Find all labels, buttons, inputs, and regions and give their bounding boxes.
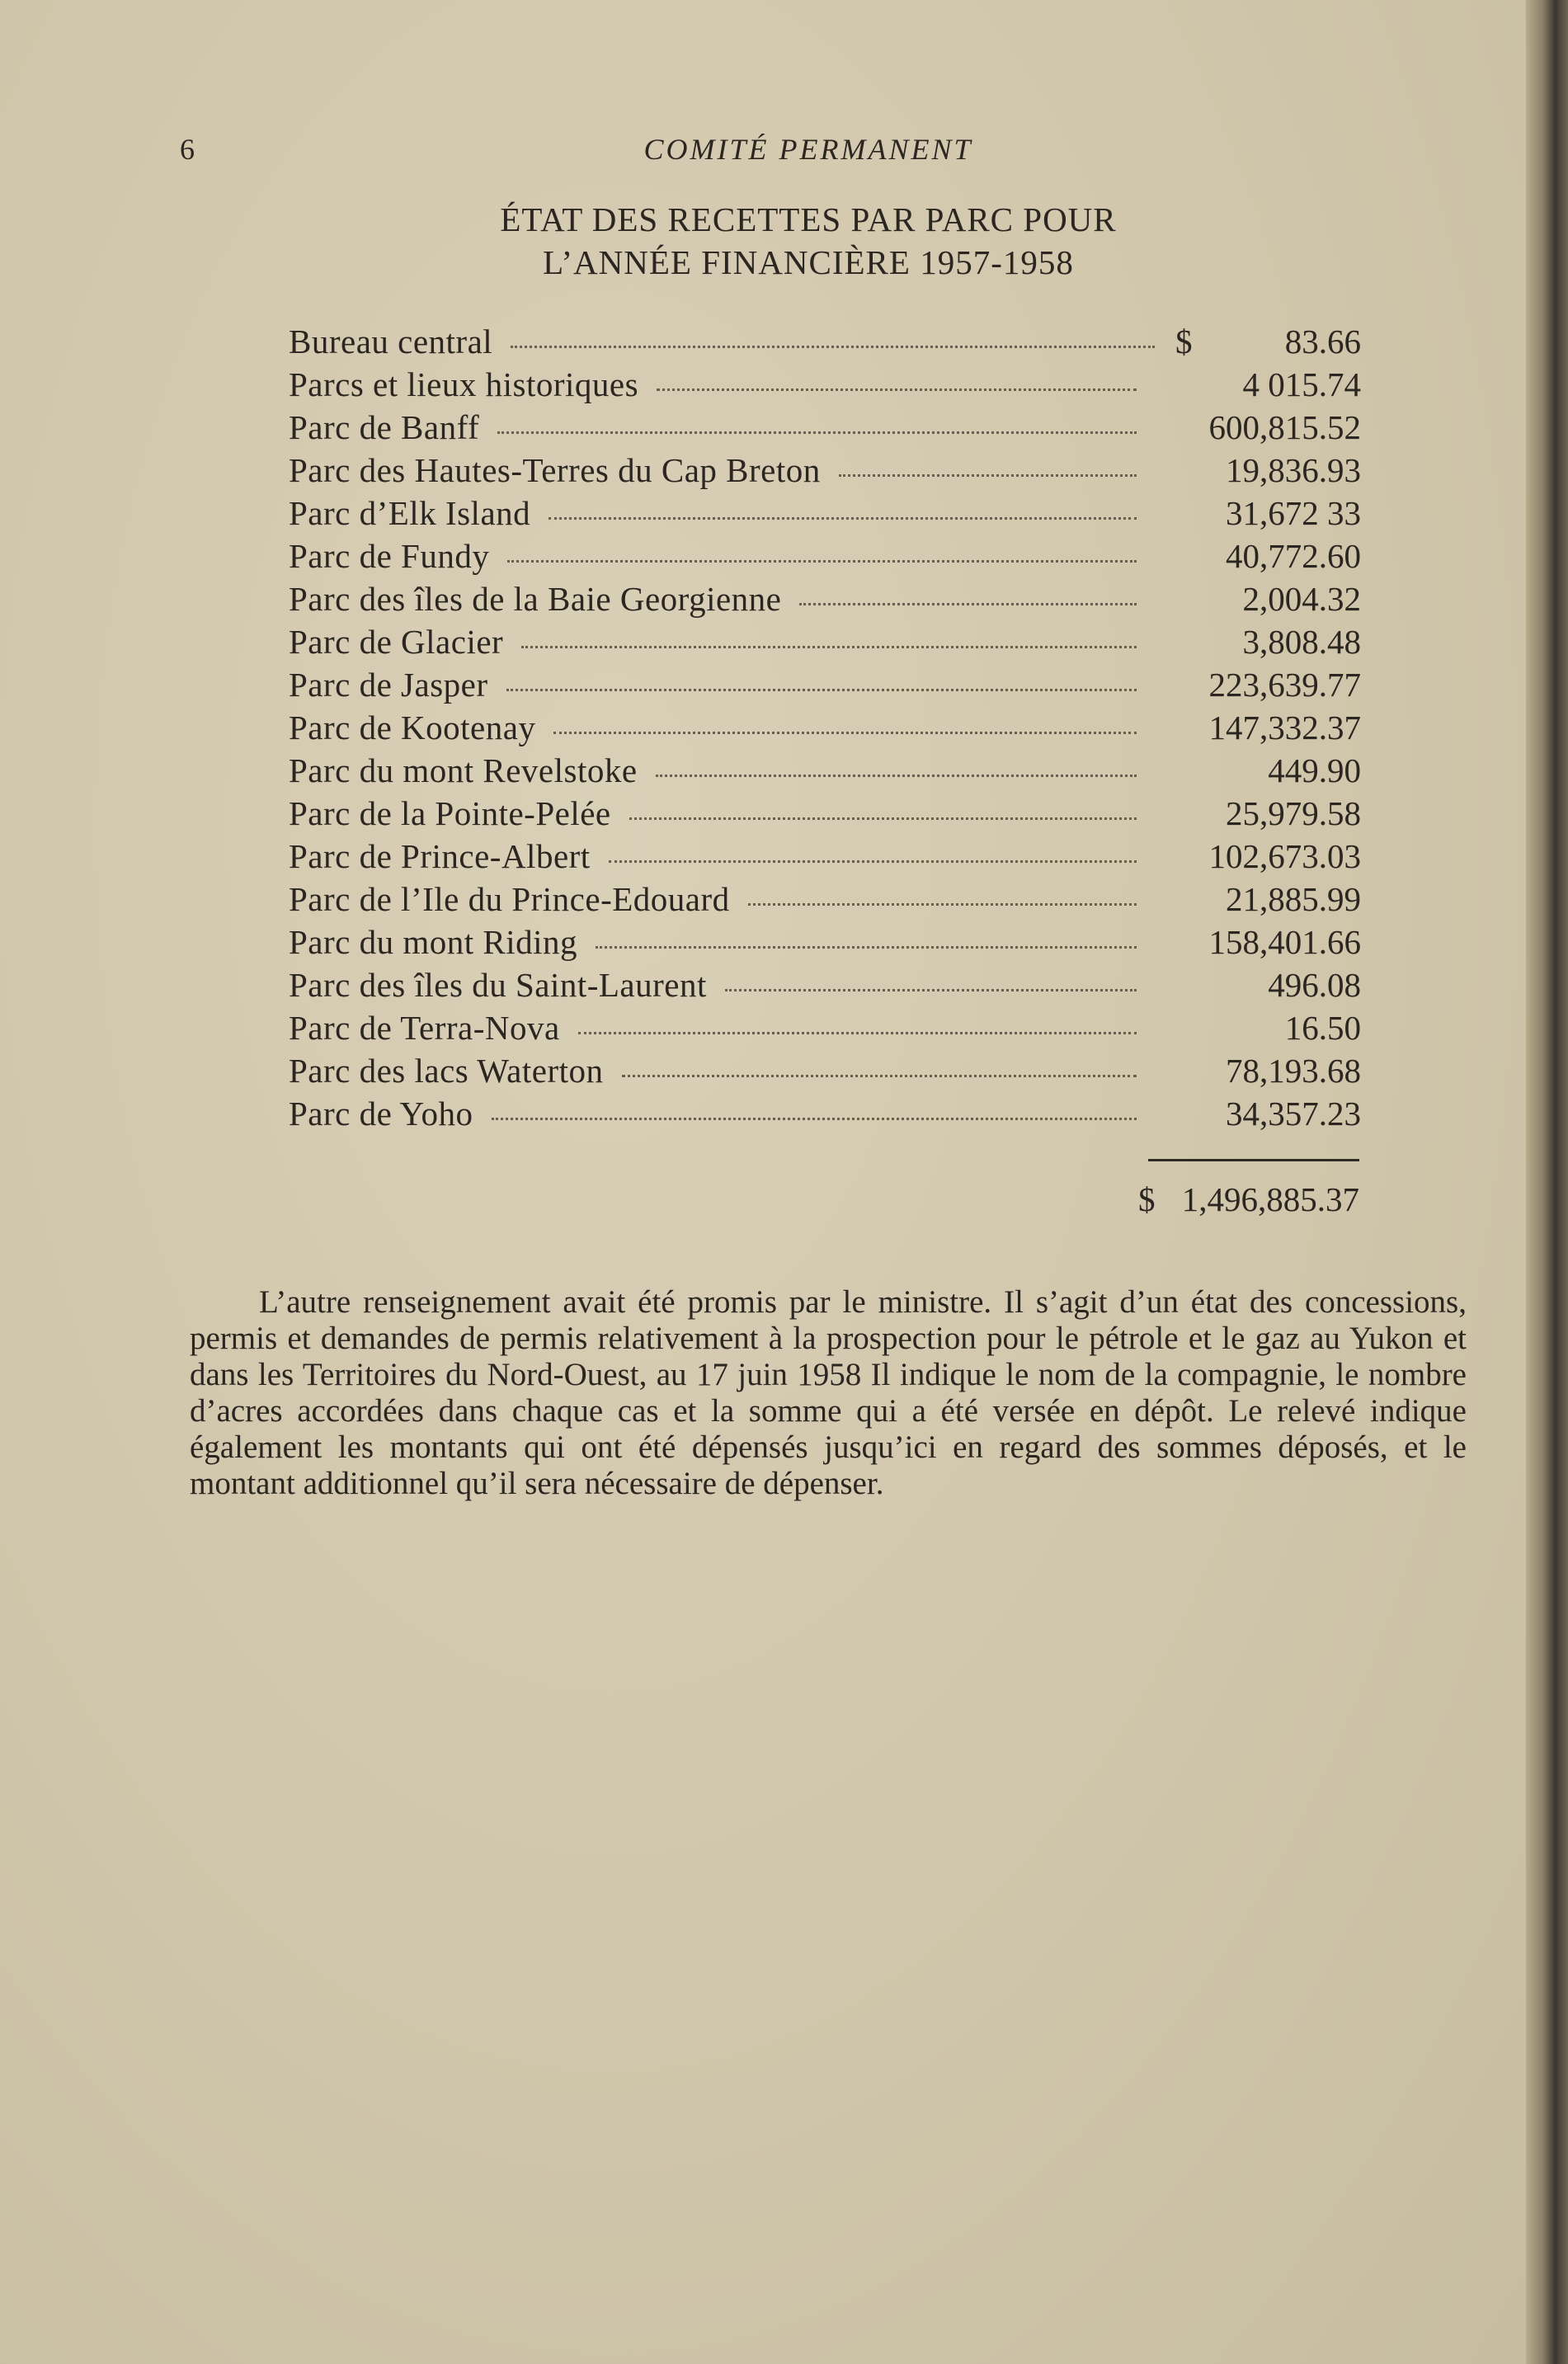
row-amount: 600,815.52 <box>1208 408 1361 446</box>
row-label: Parc de Jasper <box>289 666 488 704</box>
table-row <box>289 963 1361 1006</box>
row-label: Parc des îles de la Baie Georgienne <box>289 580 782 618</box>
row-amount: 449.90 <box>1268 751 1361 789</box>
table-row <box>289 706 1361 749</box>
row-amount: 102,673.03 <box>1208 837 1361 875</box>
row-label: Parc de la Pointe-Pelée <box>289 794 611 832</box>
table-row <box>289 492 1361 534</box>
total-rule <box>1148 1159 1359 1161</box>
page-number: 6 <box>180 133 195 166</box>
table-row <box>289 363 1361 406</box>
row-amount: 19,836.93 <box>1226 451 1361 489</box>
row-label: Parc d’Elk Island <box>289 494 531 532</box>
table-row <box>289 620 1361 663</box>
row-label: Parc de Fundy <box>289 537 490 575</box>
table-row <box>289 792 1361 835</box>
row-amount: 25,979.58 <box>1226 794 1361 832</box>
row-label: Parc de l’Ile du Prince-Edouard <box>289 880 730 918</box>
dot-leader <box>622 1075 1137 1077</box>
receipts-table <box>289 320 1361 1135</box>
row-label: Parc du mont Riding <box>289 923 578 961</box>
row-amount: 21,885.99 <box>1226 880 1361 918</box>
dot-leader <box>657 389 1137 391</box>
dot-leader <box>748 903 1137 906</box>
running-head: COMITÉ PERMANENT <box>643 133 973 166</box>
dot-leader <box>596 946 1137 949</box>
dot-leader <box>497 431 1137 434</box>
row-amount: 496.08 <box>1268 966 1361 1004</box>
dot-leader <box>507 560 1137 563</box>
table-row <box>289 749 1361 792</box>
row-label: Parcs et lieux historiques <box>289 365 639 403</box>
row-amount: 158,401.66 <box>1208 923 1361 961</box>
row-label: Parc de Yoho <box>289 1095 473 1133</box>
row-label: Parc de Terra-Nova <box>289 1009 560 1047</box>
row-label: Parc des îles du Saint-Laurent <box>289 966 707 1004</box>
row-amount: 223,639.77 <box>1208 666 1361 704</box>
row-label: Parc de Kootenay <box>289 709 536 746</box>
dot-leader <box>725 989 1137 991</box>
row-amount: 2,004.32 <box>1242 580 1361 618</box>
total-amount: 1,496,885.37 <box>1181 1180 1359 1218</box>
body-paragraph: L’autre renseignement avait été promis par le ministre. Il s’agit d’un état des concessions, permis et demandes de permis relativement à la prospection pour le pétrole et le gaz au Yukon et dans les Territoires du Nord-Ouest, au 17 juin 1958 Il indique le nom de la compagnie, le nombre d’acres accordées dans chaque cas et la somme qui a été versée en dépôt. Le relevé indique également les montants qui ont été dépensés jusqu’ici en regard des sommes déposés, et le montant additionnel qu’il sera nécessaire de dépenser. <box>190 1284 1467 1501</box>
table-row <box>289 449 1361 492</box>
row-amount: 3,808.48 <box>1242 623 1361 661</box>
dot-leader <box>521 646 1137 648</box>
book-binding-edge <box>1526 0 1568 2364</box>
row-label: Parc des lacs Waterton <box>289 1052 604 1090</box>
table-row <box>289 406 1361 449</box>
dot-leader <box>609 860 1137 863</box>
table-row <box>289 1049 1361 1092</box>
table-row <box>289 320 1361 363</box>
table-row <box>289 835 1361 878</box>
row-label: Parc de Prince-Albert <box>289 837 591 875</box>
row-amount: 31,672 33 <box>1226 494 1361 532</box>
row-currency: $ <box>1175 323 1193 360</box>
row-amount: 34,357.23 <box>1226 1095 1361 1133</box>
dot-leader <box>629 817 1137 820</box>
total-currency: $ <box>1138 1180 1156 1218</box>
row-label: Parc de Glacier <box>289 623 504 661</box>
row-label: Parc du mont Revelstoke <box>289 751 638 789</box>
row-amount: 83.66 <box>1284 323 1361 360</box>
table-title-line-2: L’ANNÉE FINANCIÈRE 1957-1958 <box>543 243 1074 281</box>
dot-leader <box>656 775 1137 777</box>
table-title <box>0 198 1568 284</box>
dot-leader <box>506 689 1137 691</box>
table-row <box>289 1092 1361 1135</box>
table-row <box>289 663 1361 706</box>
table-title-line-1: ÉTAT DES RECETTES PAR PARC POUR <box>500 200 1117 238</box>
dot-leader <box>549 517 1137 520</box>
dot-leader <box>799 603 1137 605</box>
dot-leader <box>578 1032 1137 1034</box>
dot-leader <box>492 1118 1137 1120</box>
table-row <box>289 534 1361 577</box>
dot-leader <box>511 346 1155 348</box>
row-amount: 40,772.60 <box>1226 537 1361 575</box>
row-amount: 16.50 <box>1284 1009 1361 1047</box>
row-amount: 4 015.74 <box>1242 365 1361 403</box>
table-row <box>289 1006 1361 1049</box>
row-amount: 147,332.37 <box>1208 709 1361 746</box>
dot-leader <box>553 732 1137 734</box>
table-row <box>289 921 1361 963</box>
table-row <box>289 577 1361 620</box>
row-label: Bureau central <box>289 323 493 360</box>
dot-leader <box>839 474 1137 477</box>
row-label: Parc des Hautes-Terres du Cap Breton <box>289 451 821 489</box>
row-label: Parc de Banff <box>289 408 480 446</box>
table-row <box>289 878 1361 921</box>
row-amount: 78,193.68 <box>1226 1052 1361 1090</box>
